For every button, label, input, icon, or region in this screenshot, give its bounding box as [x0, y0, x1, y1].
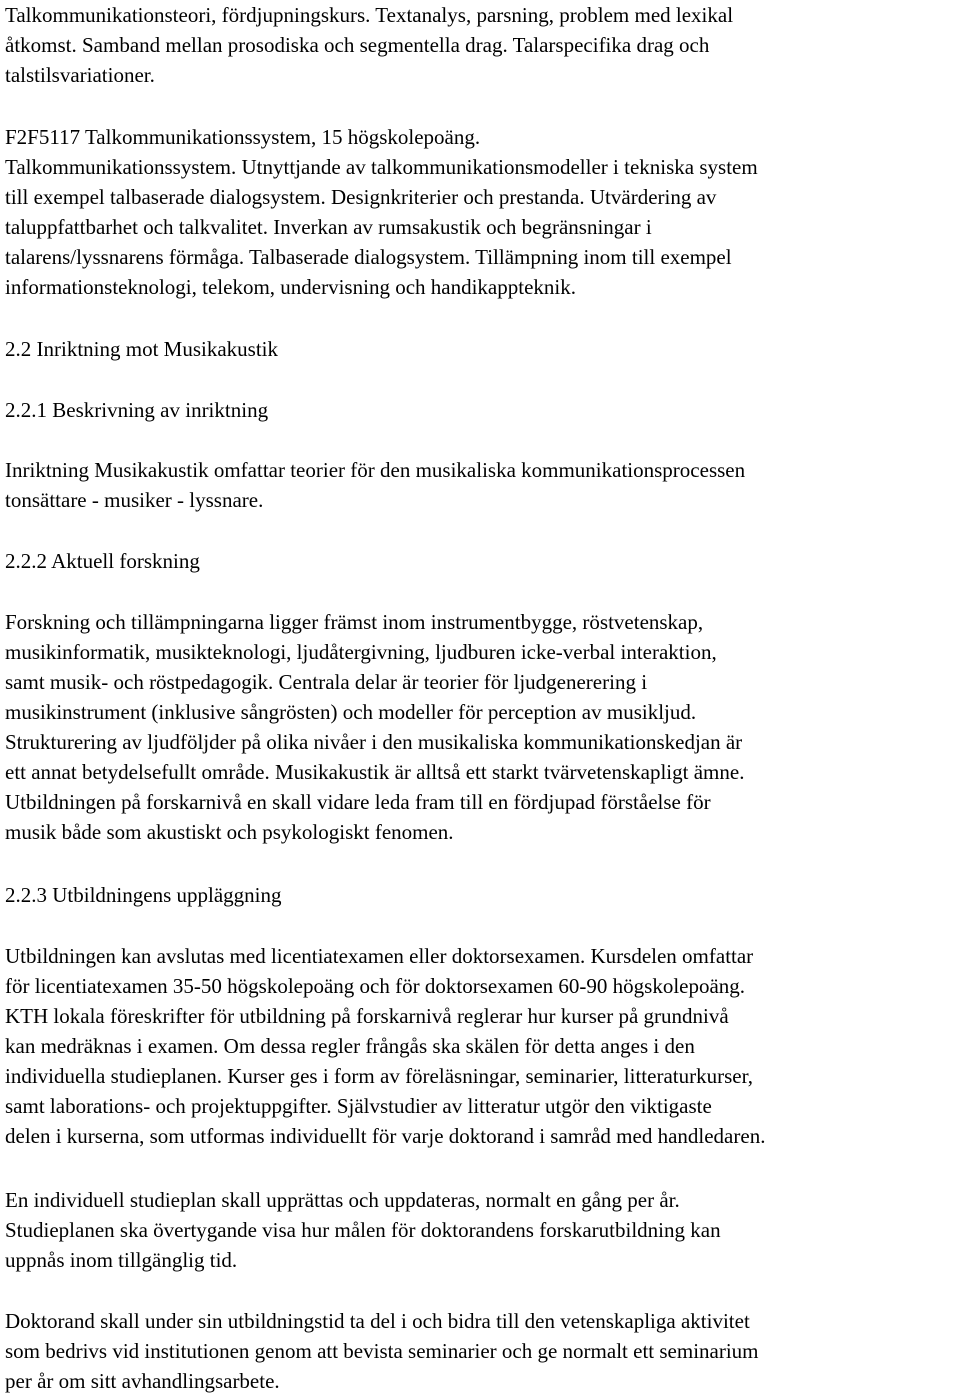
text-line: Strukturering av ljudföljder på olika nivåer i den musikaliska kommunikationskedjan är [5, 730, 743, 754]
text-line: samt musik- och röstpedagogik. Centrala delar är teorier för ljudgenerering i [5, 670, 648, 694]
text-line: musikinstrument (inklusive sångrösten) och modeller för perception av musikljud. [5, 700, 697, 724]
text-line: musikinformatik, musikteknologi, ljudåtergivning, ljudburen icke-verbal interaktion, [5, 640, 717, 664]
section-heading-2-2 [5, 334, 278, 364]
text-line: informationsteknologi, telekom, undervisning och handikappteknik. [5, 275, 576, 299]
text-line: som bedrivs vid institutionen genom att bevista seminarier och ge normalt ett seminarium [5, 1339, 759, 1363]
text-line: uppnås inom tillgänglig tid. [5, 1248, 238, 1272]
text-line: tonsättare - musiker - lyssnare. [5, 488, 264, 512]
text-line: åtkomst. Samband mellan prosodiska och segmentella drag. Talarspecifika drag och [5, 33, 710, 57]
text-line: En individuell studieplan skall upprättas och uppdateras, normalt en gång per år. [5, 1188, 680, 1212]
section-heading: 2.2.2 Aktuell forskning [5, 549, 200, 573]
section-heading-2-2-2 [5, 546, 200, 576]
text-line: Talkommunikationssystem. Utnyttjande av talkommunikationsmodeller i tekniska system [5, 155, 758, 179]
text-line: ett annat betydelsefullt område. Musikakustik är alltså ett starkt tvärvetenskapligt ämne. [5, 760, 745, 784]
section-2-2-2-paragraph [5, 607, 744, 847]
text-line: Doktorand skall under sin utbildningstid ta del i och bidra till den vetenskapliga aktivitet [5, 1309, 750, 1333]
text-line: musik både som akustiskt och psykologiskt fenomen. [5, 820, 454, 844]
text-line: Forskning och tillämpningarna ligger främst inom instrumentbygge, röstvetenskap, [5, 610, 704, 634]
text-line: Inriktning Musikakustik omfattar teorier för den musikaliska kommunikationsprocessen [5, 458, 746, 482]
text-line: Utbildningen kan avslutas med licentiatexamen eller doktorsexamen. Kursdelen omfattar [5, 944, 754, 968]
text-line: Studieplanen ska övertygande visa hur målen för doktorandens forskarutbildning kan [5, 1218, 721, 1242]
section-heading: 2.2 Inriktning mot Musikakustik [5, 337, 278, 361]
section-heading-2-2-1 [5, 395, 268, 425]
section-heading: 2.2.1 Beskrivning av inriktning [5, 398, 269, 422]
text-line: för licentiatexamen 35-50 högskolepoäng och för doktorsexamen 60-90 högskolepoäng. [5, 974, 746, 998]
text-line: samt laborations- och projektuppgifter. Självstudier av litteratur utgör den viktigaste [5, 1094, 712, 1118]
section-2-2-1-paragraph [5, 455, 745, 515]
text-line: delen i kurserna, som utformas individuellt för varje doktorand i samråd med handledaren. [5, 1124, 766, 1148]
section-2-2-3-paragraph-1 [5, 941, 765, 1151]
text-line: till exempel talbaserade dialogsystem. Designkriterier och prestanda. Utvärdering av [5, 185, 717, 209]
text-line: Utbildningen på forskarnivå en skall vidare leda fram till en fördjupad förståelse för [5, 790, 711, 814]
section-2-2-3-paragraph-2 [5, 1185, 721, 1275]
text-line: kan medräknas i examen. Om dessa regler frångås ska skälen för detta anges i den [5, 1034, 695, 1058]
text-line: F2F5117 Talkommunikationssystem, 15 högskolepoäng. [5, 125, 481, 149]
intro-paragraph [5, 0, 733, 90]
section-2-2-3-paragraph-3 [5, 1306, 759, 1396]
text-line: Talkommunikationsteori, fördjupningskurs. Textanalys, parsning, problem med lexikal [5, 3, 734, 27]
text-line: talstilsvariationer. [5, 63, 155, 87]
text-line: taluppfattbarhet och talkvalitet. Inverkan av rumsakustik och begränsningar i [5, 215, 652, 239]
section-heading-2-2-3 [5, 880, 282, 910]
course-f2f5117-paragraph [5, 122, 758, 302]
section-heading: 2.2.3 Utbildningens uppläggning [5, 883, 282, 907]
text-line: KTH lokala föreskrifter för utbildning på forskarnivå reglerar hur kurser på grundnivå [5, 1004, 729, 1028]
text-line: individuella studieplanen. Kurser ges i form av föreläsningar, seminarier, litteraturkurser, [5, 1064, 753, 1088]
text-line: talarens/lyssnarens förmåga. Talbaserade dialogsystem. Tillämpning inom till exempel [5, 245, 732, 269]
text-line: per år om sitt avhandlingsarbete. [5, 1369, 280, 1393]
